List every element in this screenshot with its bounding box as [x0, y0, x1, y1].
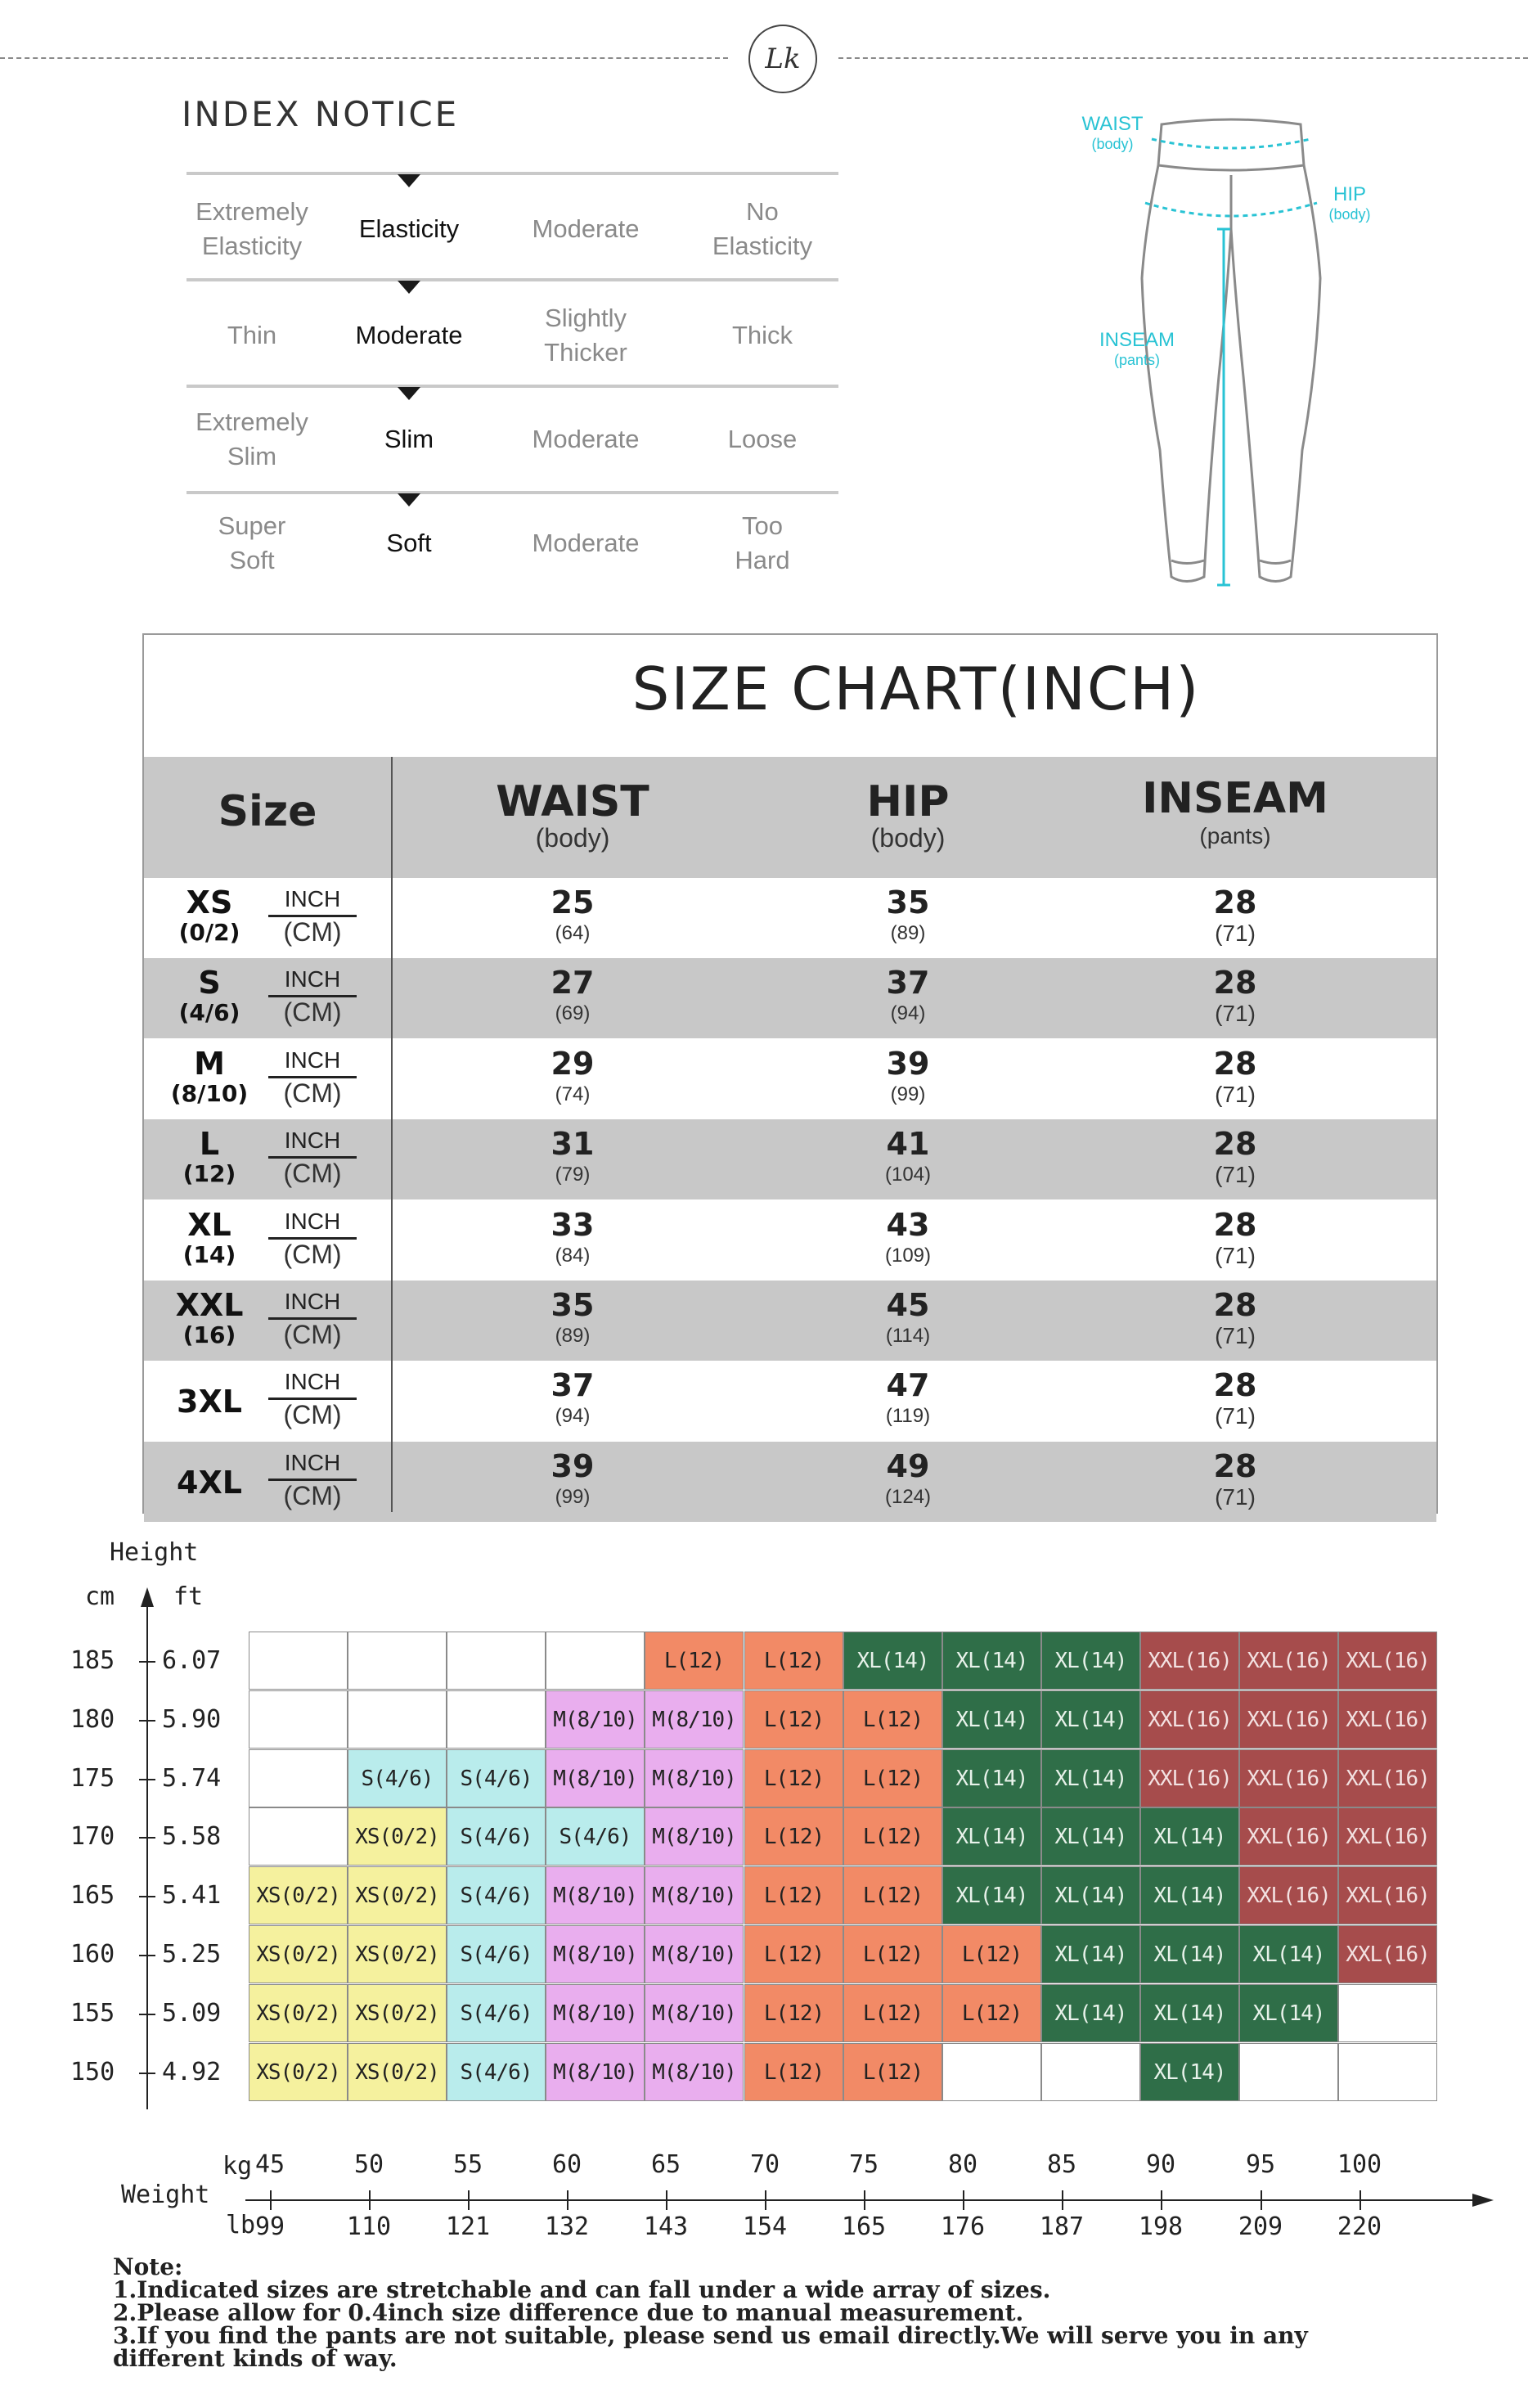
weight-tick: [1062, 2190, 1063, 2210]
unit-cm-label: (CM): [283, 1400, 342, 1429]
inseam-cm-value: (71): [1215, 1243, 1256, 1268]
weight-kg-label: 50: [353, 2150, 384, 2179]
height-ft-label: 5.09: [162, 1999, 222, 2028]
grid-cell: M(8/10): [546, 1866, 645, 1924]
grid-cell: XL(14): [942, 1807, 1041, 1866]
hip-cm-value: (109): [884, 1245, 932, 1267]
height-tick: [139, 1779, 155, 1780]
weight-lb-label: 220: [1337, 2212, 1382, 2241]
grid-cell: XL(14): [1041, 1866, 1140, 1924]
weight-lb-label: 154: [742, 2212, 788, 2241]
grid-cell: XXL(16): [1239, 1866, 1338, 1924]
grid-cell: L(12): [843, 1807, 942, 1866]
height-cm-label: 180: [70, 1705, 115, 1734]
grid-cell: S(4/6): [447, 1749, 546, 1807]
weight-tick: [369, 2190, 371, 2210]
grid-cell: M(8/10): [546, 1749, 645, 1807]
unit-inch-label: INCH: [284, 1127, 341, 1153]
height-ft-label: 5.74: [162, 1764, 222, 1793]
index-divider-3: [187, 385, 838, 388]
weight-kg-label: 95: [1245, 2150, 1276, 2179]
grid-cell: XL(14): [1041, 1807, 1140, 1866]
inseam-cm-value: (71): [1215, 1484, 1256, 1510]
grid-cell: XS(0/2): [249, 1984, 348, 2042]
grid-cell: S(4/6): [447, 1807, 546, 1866]
unit-inch-label: INCH: [284, 1369, 341, 1394]
grid-cell: [249, 1690, 348, 1749]
grid-cell: XS(0/2): [249, 1925, 348, 1983]
grid-cell: L(12): [744, 1984, 843, 2042]
size-alt: (0/2): [178, 919, 240, 946]
weight-kg-label: 60: [551, 2150, 582, 2179]
inseam-label: [1088, 331, 1186, 370]
size-alt: (12): [182, 1160, 236, 1187]
grid-cell: S(4/6): [447, 1925, 546, 1983]
grid-cell: XS(0/2): [348, 1866, 447, 1924]
grid-cell: XL(14): [1239, 1984, 1338, 2042]
waist-cm-value: (79): [555, 1163, 591, 1186]
weight-tick: [765, 2190, 766, 2210]
index-option: Super Soft: [218, 511, 286, 574]
unit-cm-label: (CM): [283, 1240, 342, 1269]
grid-cell: [249, 1749, 348, 1807]
hip-value: 41: [886, 1126, 930, 1162]
grid-cell: S(4/6): [447, 2043, 546, 2101]
grid-cell: XS(0/2): [348, 1807, 447, 1866]
inseam-cm-value: (71): [1215, 920, 1256, 946]
grid-cell: M(8/10): [546, 1690, 645, 1749]
weight-kg-label: 80: [947, 2150, 978, 2179]
inseam-value: 28: [1213, 1126, 1257, 1162]
weight-tick: [666, 2190, 667, 2210]
height-cm-label: 150: [70, 2058, 115, 2086]
weight-tick: [1261, 2190, 1262, 2210]
note-line-2: 2.Please allow for 0.4inch size difference due to manual measurement.: [113, 2299, 1024, 2326]
waist-value: 31: [551, 1126, 595, 1162]
size-name: 4XL: [177, 1465, 242, 1501]
grid-cell: L(12): [744, 1632, 843, 1690]
inseam-cm-value: (71): [1215, 1162, 1256, 1187]
index-option: Elasticity: [358, 214, 460, 243]
unit-cm-label: (CM): [283, 917, 342, 947]
inseam-value: 28: [1213, 1448, 1257, 1484]
weight-lb-label: 132: [544, 2212, 590, 2241]
index-option: Slightly Thicker: [544, 304, 627, 367]
index-option: Slim: [384, 425, 434, 453]
unit-inch-label: INCH: [284, 1289, 341, 1314]
grid-cell: [447, 1690, 546, 1749]
grid-cell: XXL(16): [1239, 1807, 1338, 1866]
height-tick: [139, 2073, 155, 2074]
inseam-label-sub: (pants): [1113, 352, 1161, 368]
grid-cell: M(8/10): [645, 1925, 744, 1983]
waist-cm-value: (69): [555, 1002, 591, 1024]
grid-cell: M(8/10): [645, 1866, 744, 1924]
size-chart-title: SIZE CHART(INCH): [631, 655, 1201, 723]
grid-cell: L(12): [744, 1925, 843, 1983]
index-option: Too Hard: [735, 511, 790, 574]
grid-cell: [249, 1807, 348, 1866]
weight-tick: [963, 2190, 964, 2210]
weight-tick: [468, 2190, 470, 2210]
height-cm-label: 175: [70, 1764, 115, 1793]
weight-kg-label: 65: [650, 2150, 681, 2179]
waist-label-sub: (body): [1091, 136, 1134, 152]
grid-cell: [249, 1632, 348, 1690]
size-name: S: [198, 965, 221, 1001]
waist-value: 27: [551, 965, 595, 1001]
waist-header-sub: (body): [535, 823, 610, 853]
grid-cell: XXL(16): [1338, 1925, 1437, 1983]
grid-cell: M(8/10): [645, 2043, 744, 2101]
unit-inch-label: INCH: [284, 1209, 341, 1234]
grid-cell: L(12): [843, 1866, 942, 1924]
waist-label-text: WAIST: [1081, 113, 1144, 135]
grid-cell: M(8/10): [645, 1749, 744, 1807]
grid-cell: S(4/6): [546, 1807, 645, 1866]
grid-cell: XL(14): [942, 1632, 1041, 1690]
unit-inch-label: INCH: [284, 1047, 341, 1073]
grid-cell: L(12): [843, 1925, 942, 1983]
grid-cell: L(12): [942, 1925, 1041, 1983]
index-option: Moderate: [532, 529, 640, 557]
height-ft-label: 5.58: [162, 1822, 222, 1851]
weight-lb-label: 176: [940, 2212, 986, 2241]
height-ft-label: 6.07: [162, 1646, 222, 1675]
grid-cell: XL(14): [1140, 1807, 1239, 1866]
height-ft-label: 5.25: [162, 1940, 222, 1969]
kg-unit-label: kg: [222, 2152, 253, 2181]
grid-cell: M(8/10): [546, 2043, 645, 2101]
height-cm-label: 185: [70, 1646, 115, 1675]
size-name: 3XL: [177, 1384, 242, 1420]
waist-value: 37: [551, 1367, 595, 1403]
size-alt: (14): [182, 1241, 236, 1268]
size-alt: (8/10): [170, 1080, 249, 1107]
size-name: L: [199, 1126, 220, 1162]
hip-cm-value: (89): [890, 922, 926, 944]
grid-cell: [942, 2043, 1041, 2101]
inseam-cm-value: (71): [1215, 1001, 1256, 1026]
grid-cell: XL(14): [942, 1749, 1041, 1807]
weight-lb-label: 198: [1138, 2212, 1184, 2241]
hip-cm-value: (104): [884, 1163, 932, 1186]
weight-axis: [245, 2188, 1497, 2212]
weight-axis-label: Weight: [121, 2181, 210, 2209]
inseam-value: 28: [1213, 884, 1257, 920]
grid-cell: XXL(16): [1338, 1749, 1437, 1807]
height-ft-label: 4.92: [162, 2058, 222, 2086]
size-name: M: [194, 1046, 225, 1082]
size-alt: (16): [182, 1321, 236, 1348]
header-divider-right: [838, 57, 1528, 59]
grid-cell: S(4/6): [447, 1984, 546, 2042]
grid-cell: XXL(16): [1338, 1632, 1437, 1690]
weight-kg-label: 85: [1046, 2150, 1077, 2179]
waist-cm-value: (89): [555, 1325, 591, 1347]
index-option: Thin: [227, 321, 277, 349]
height-cm-label: 160: [70, 1940, 115, 1969]
index-option: Moderate: [532, 214, 640, 243]
index-divider-1: [187, 172, 838, 175]
selection-arrow-icon: [398, 174, 420, 187]
weight-lb-label: 143: [643, 2212, 689, 2241]
height-axis: [139, 1587, 155, 2111]
grid-cell: L(12): [744, 2043, 843, 2101]
grid-cell: L(12): [843, 1690, 942, 1749]
inseam-value: 28: [1213, 1367, 1257, 1403]
grid-cell: [546, 1632, 645, 1690]
inseam-value: 28: [1213, 965, 1257, 1001]
grid-cell: XL(14): [1041, 1749, 1140, 1807]
hip-cm-value: (99): [890, 1083, 926, 1105]
grid-cell: [1338, 1984, 1437, 2042]
grid-cell: S(4/6): [348, 1749, 447, 1807]
size-column-divider: [391, 757, 393, 1512]
grid-cell: [348, 1690, 447, 1749]
hip-value: 39: [886, 1046, 930, 1082]
grid-cell: XL(14): [1140, 1925, 1239, 1983]
grid-cell: XL(14): [942, 1690, 1041, 1749]
grid-cell: XXL(16): [1239, 1632, 1338, 1690]
grid-cell: M(8/10): [645, 1807, 744, 1866]
hip-cm-value: (124): [884, 1486, 932, 1508]
grid-cell: M(8/10): [546, 1925, 645, 1983]
grid-cell: XS(0/2): [249, 1866, 348, 1924]
waist-value: 39: [551, 1448, 595, 1484]
waist-value: 29: [551, 1046, 595, 1082]
hip-header: HIP: [866, 777, 950, 826]
waist-value: 33: [551, 1207, 595, 1243]
index-notice-title: INDEX NOTICE: [182, 94, 460, 134]
grid-cell: XXL(16): [1239, 1690, 1338, 1749]
inseam-cm-value: (71): [1215, 1082, 1256, 1107]
weight-kg-label: 75: [848, 2150, 879, 2179]
grid-cell: XXL(16): [1338, 1807, 1437, 1866]
grid-cell: XXL(16): [1140, 1690, 1239, 1749]
unit-cm-label: (CM): [283, 1320, 342, 1349]
grid-cell: L(12): [744, 1690, 843, 1749]
grid-cell: XXL(16): [1239, 1749, 1338, 1807]
brand-logo: [748, 25, 817, 93]
inseam-header-sub: (pants): [1199, 823, 1271, 848]
waist-label: [1072, 115, 1153, 154]
grid-cell: XS(0/2): [348, 1984, 447, 2042]
waist-header: WAIST: [496, 777, 649, 826]
weight-axis-arrow: [1472, 2194, 1494, 2207]
grid-cell: M(8/10): [645, 1690, 744, 1749]
waist-value: 25: [551, 884, 595, 920]
index-divider-4: [187, 491, 838, 494]
weight-tick: [1161, 2190, 1162, 2210]
grid-cell: L(12): [744, 1807, 843, 1866]
grid-cell: L(12): [744, 1749, 843, 1807]
grid-cell: XS(0/2): [348, 2043, 447, 2101]
grid-cell: L(12): [744, 1866, 843, 1924]
grid-cell: XL(14): [843, 1632, 942, 1690]
grid-cell: [1338, 2043, 1437, 2101]
index-option: Extremely Slim: [195, 407, 308, 470]
grid-cell: L(12): [942, 1984, 1041, 2042]
hip-value: 37: [886, 965, 930, 1001]
height-ft-label: 5.41: [162, 1881, 222, 1910]
grid-cell: L(12): [645, 1632, 744, 1690]
size-name: XXL: [175, 1287, 244, 1323]
ft-unit-label: ft: [173, 1582, 204, 1611]
hip-value: 49: [886, 1448, 930, 1484]
grid-cell: [1041, 2043, 1140, 2101]
unit-inch-label: INCH: [284, 966, 341, 992]
hip-label-text: HIP: [1333, 183, 1366, 205]
hip-header-sub: (body): [870, 823, 946, 853]
size-name: XL: [187, 1207, 231, 1243]
waist-cm-value: (94): [555, 1405, 591, 1427]
grid-cell: XL(14): [942, 1866, 1041, 1924]
waist-value: 35: [551, 1287, 595, 1323]
weight-tick: [270, 2190, 272, 2210]
index-option: Extremely Elasticity: [195, 197, 308, 260]
grid-cell: XL(14): [1140, 1984, 1239, 2042]
hip-label-sub: (body): [1328, 206, 1371, 223]
index-divider-2: [187, 278, 838, 281]
selection-arrow-icon: [398, 281, 420, 294]
header-divider-left: [0, 57, 728, 59]
size-header: Size: [218, 787, 317, 836]
selection-arrow-icon: [398, 387, 420, 400]
note-line-1: 1.Indicated sizes are stretchable and can fall under a wide array of sizes.: [113, 2276, 1051, 2303]
index-option: Loose: [727, 425, 798, 453]
height-tick: [139, 1955, 155, 1956]
grid-cell: XL(14): [1041, 1984, 1140, 2042]
weight-tick: [864, 2190, 865, 2210]
grid-cell: M(8/10): [645, 1984, 744, 2042]
hip-cm-value: (94): [890, 1002, 926, 1024]
selection-arrow-icon: [398, 493, 420, 506]
height-tick: [139, 1837, 155, 1839]
index-option: No Elasticity: [712, 197, 813, 260]
grid-cell: XXL(16): [1338, 1690, 1437, 1749]
note-line-3: 3.If you find the pants are not suitable, please send us email directly.We will serve you in any: [113, 2322, 1308, 2349]
grid-cell: XL(14): [1140, 1866, 1239, 1924]
weight-kg-label: 45: [254, 2150, 285, 2179]
cm-unit-label: cm: [85, 1582, 115, 1611]
waist-cm-value: (84): [555, 1245, 591, 1267]
grid-cell: XXL(16): [1140, 1749, 1239, 1807]
waist-cm-value: (64): [555, 922, 591, 944]
grid-cell: XXL(16): [1338, 1866, 1437, 1924]
hip-value: 35: [886, 884, 930, 920]
hip-cm-value: (114): [885, 1325, 931, 1347]
height-tick: [139, 2014, 155, 2015]
lb-unit-label: lb: [226, 2211, 256, 2239]
grid-cell: XS(0/2): [348, 1925, 447, 1983]
grid-cell: XL(14): [1041, 1925, 1140, 1983]
size-alt: (4/6): [178, 999, 240, 1026]
index-option: Moderate: [355, 321, 463, 349]
weight-lb-label: 187: [1039, 2212, 1085, 2241]
grid-cell: XXL(16): [1140, 1632, 1239, 1690]
brand-logo-text: Lk: [765, 43, 801, 75]
grid-cell: L(12): [843, 1749, 942, 1807]
hip-value: 45: [886, 1287, 930, 1323]
height-ft-label: 5.90: [162, 1705, 222, 1734]
unit-cm-label: (CM): [283, 1159, 342, 1188]
unit-cm-label: (CM): [283, 997, 342, 1027]
inseam-value: 28: [1213, 1287, 1257, 1323]
grid-cell: L(12): [843, 2043, 942, 2101]
weight-lb-label: 209: [1238, 2212, 1283, 2241]
weight-lb-label: 165: [841, 2212, 887, 2241]
grid-cell: XS(0/2): [249, 2043, 348, 2101]
weight-tick: [1359, 2190, 1361, 2210]
unit-cm-label: (CM): [283, 1481, 342, 1510]
grid-cell: [1239, 2043, 1338, 2101]
unit-inch-label: INCH: [284, 1450, 341, 1475]
height-tick: [139, 1720, 155, 1722]
hip-cm-value: (119): [885, 1405, 931, 1427]
grid-cell: M(8/10): [546, 1984, 645, 2042]
height-tick: [139, 1661, 155, 1663]
index-option: Thick: [731, 321, 793, 349]
grid-cell: [447, 1632, 546, 1690]
weight-kg-label: 70: [749, 2150, 780, 2179]
weight-lb-label: 110: [346, 2212, 392, 2241]
unit-cm-label: (CM): [283, 1078, 342, 1108]
hip-label: [1309, 185, 1391, 224]
inseam-cm-value: (71): [1215, 1323, 1256, 1348]
size-name: XS: [186, 884, 233, 920]
height-cm-label: 165: [70, 1881, 115, 1910]
grid-cell: [348, 1632, 447, 1690]
inseam-cm-value: (71): [1215, 1403, 1256, 1429]
note-heading: Note:: [113, 2253, 183, 2280]
inseam-value: 28: [1213, 1207, 1257, 1243]
index-option: Moderate: [532, 425, 640, 453]
note-line-4: different kinds of way.: [113, 2345, 398, 2372]
unit-inch-label: INCH: [284, 886, 341, 911]
height-cm-label: 155: [70, 1999, 115, 2028]
weight-kg-label: 100: [1337, 2150, 1382, 2179]
weight-lb-label: 99: [254, 2212, 285, 2241]
weight-kg-label: 55: [452, 2150, 483, 2179]
hip-value: 43: [886, 1207, 930, 1243]
weight-tick: [567, 2190, 569, 2210]
height-axis-label: Height: [110, 1538, 199, 1567]
height-tick: [139, 1896, 155, 1897]
grid-cell: S(4/6): [447, 1866, 546, 1924]
weight-lb-label: 121: [445, 2212, 491, 2241]
height-cm-label: 170: [70, 1822, 115, 1851]
grid-cell: XL(14): [1140, 2043, 1239, 2101]
inseam-label-text: INSEAM: [1099, 329, 1175, 351]
weight-kg-label: 90: [1145, 2150, 1176, 2179]
waist-cm-value: (74): [555, 1083, 591, 1105]
index-option: Soft: [386, 529, 432, 557]
inseam-value: 28: [1213, 1046, 1257, 1082]
grid-cell: XL(14): [1239, 1925, 1338, 1983]
grid-cell: L(12): [843, 1984, 942, 2042]
grid-cell: XL(14): [1041, 1632, 1140, 1690]
grid-cell: XL(14): [1041, 1690, 1140, 1749]
waist-cm-value: (99): [555, 1486, 591, 1508]
hip-value: 47: [886, 1367, 930, 1403]
inseam-header: INSEAM: [1142, 774, 1328, 823]
